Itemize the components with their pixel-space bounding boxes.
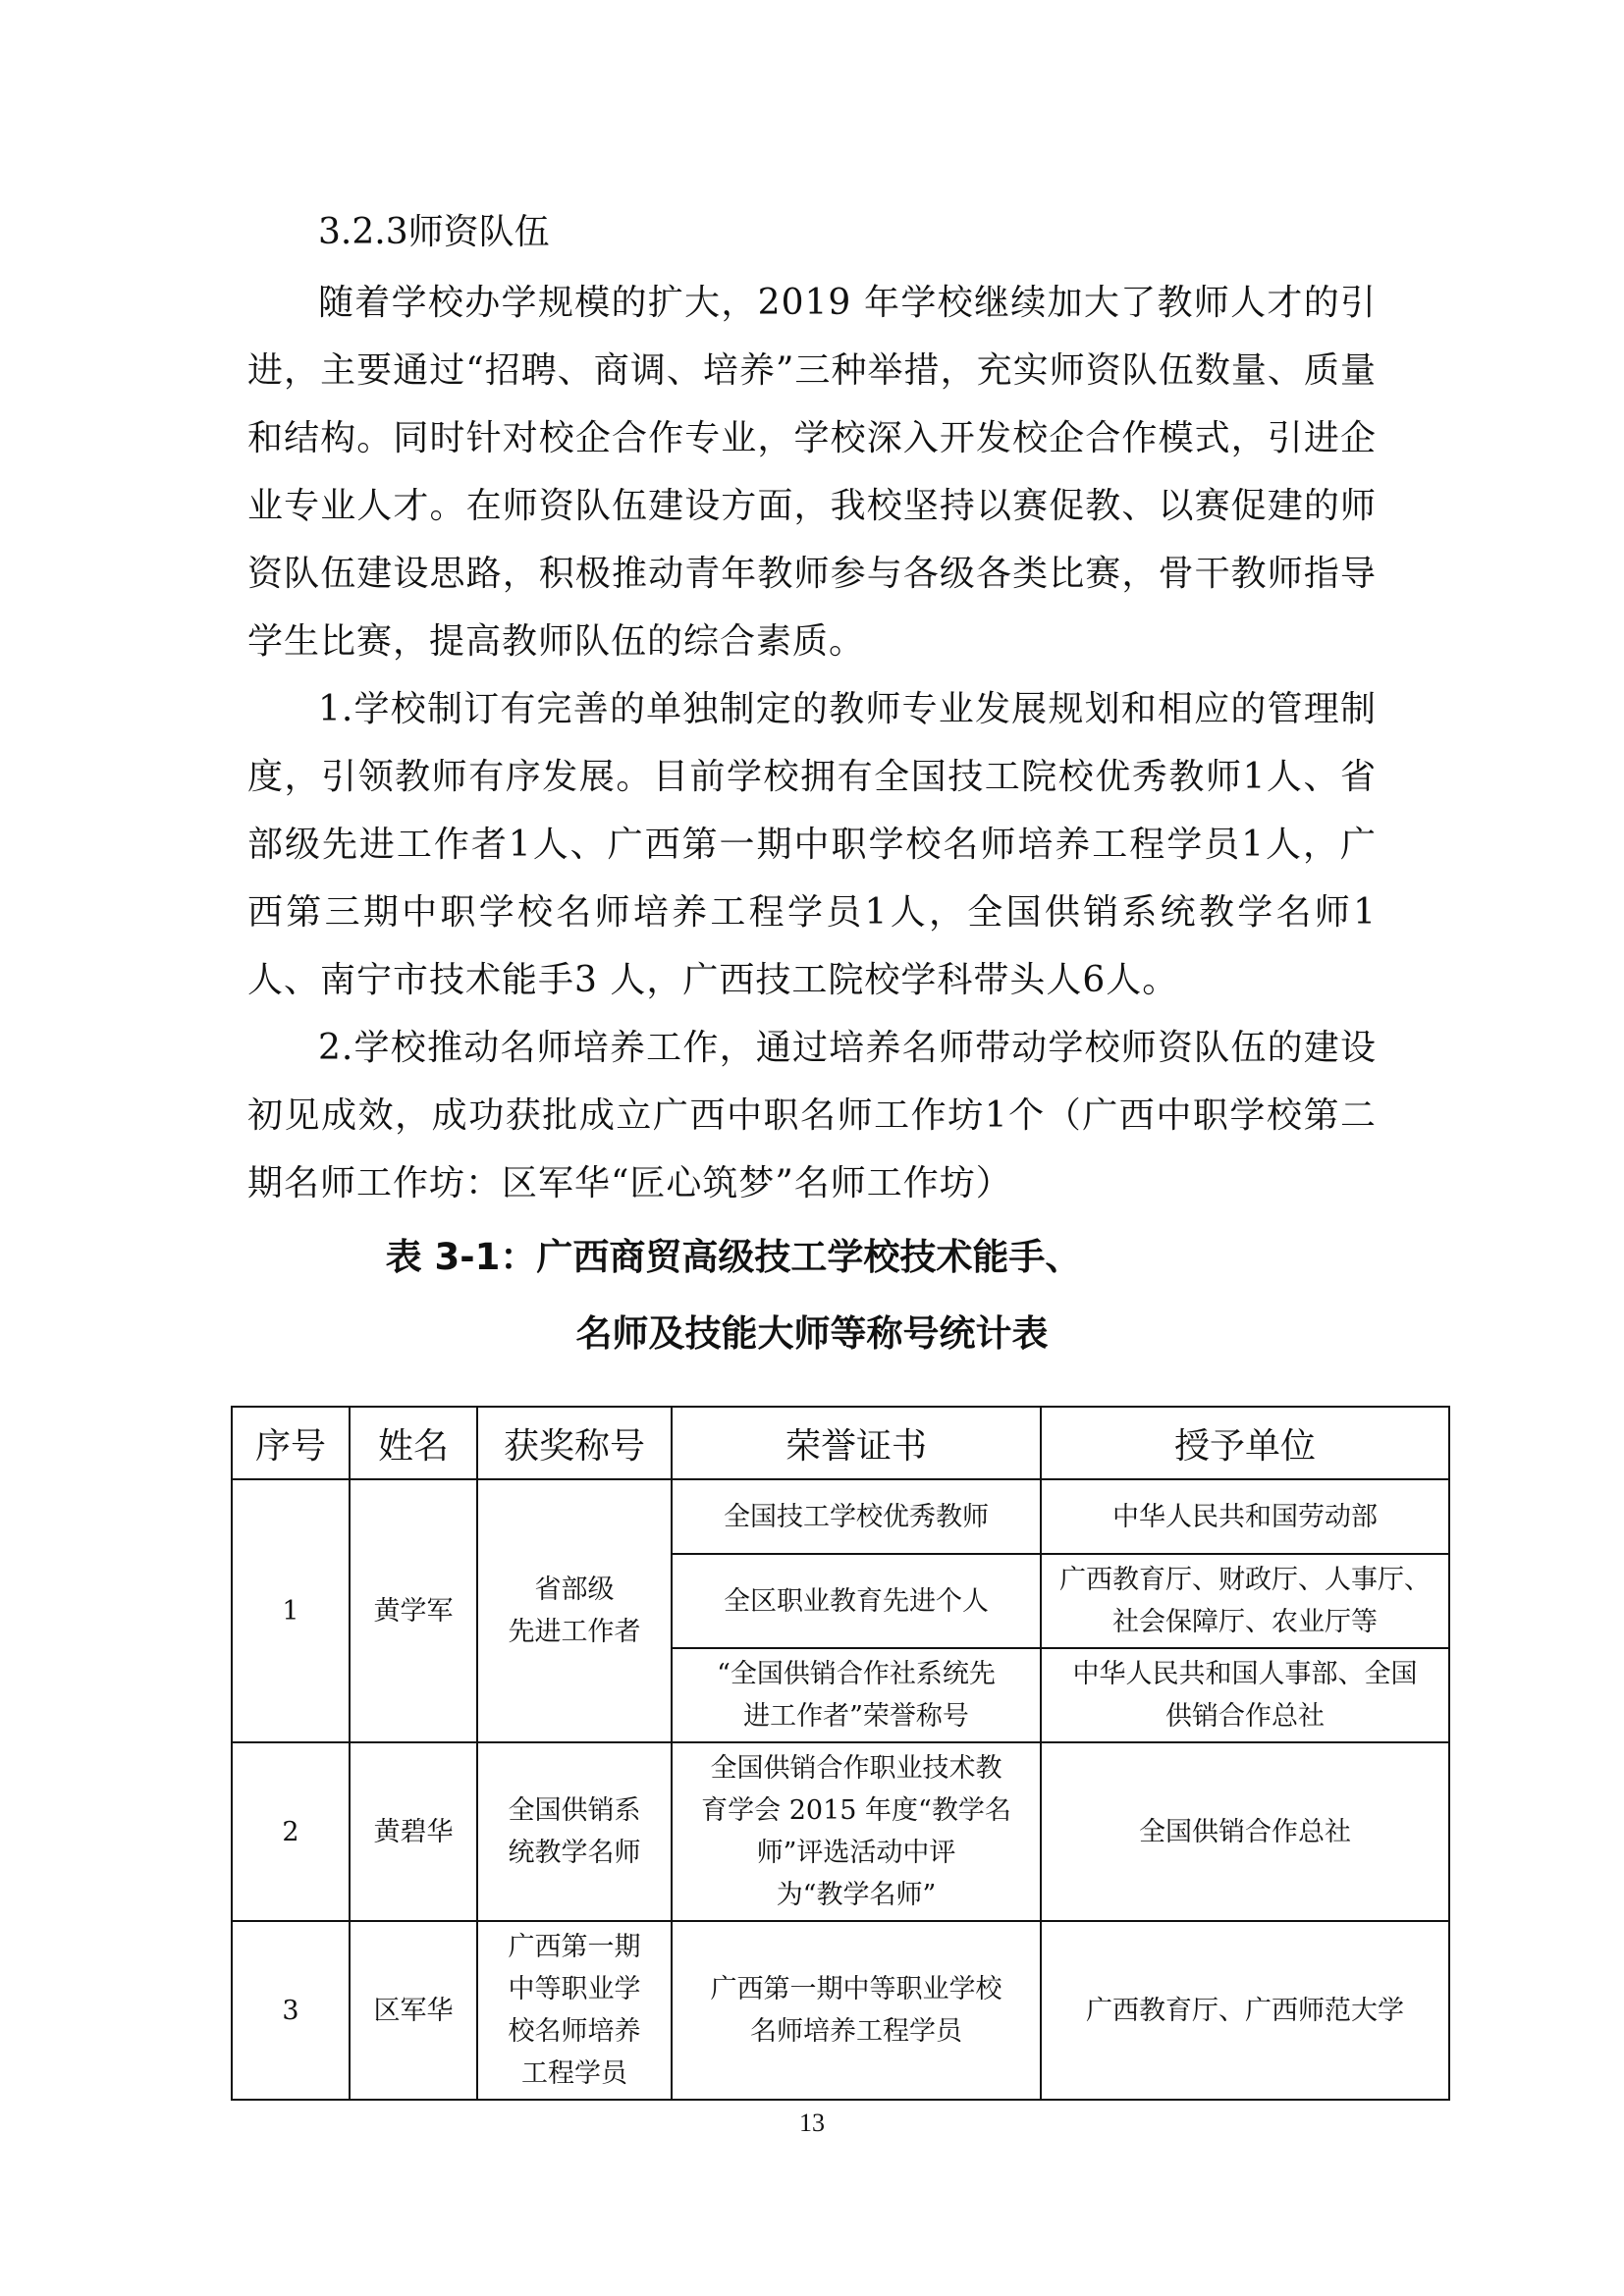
table-row	[232, 1921, 1449, 2100]
row-granting-unit: 广西教育厅、广西师范大学	[1041, 1921, 1449, 2100]
table-row	[232, 1479, 1449, 1554]
row-certificate: “全国供销合作社系统先 进工作者”荣誉称号	[672, 1648, 1041, 1742]
row-granting-unit: 全国供销合作总社	[1041, 1742, 1449, 1921]
table-row	[232, 1742, 1449, 1921]
row-granting-unit: 中华人民共和国人事部、全国 供销合作总社	[1041, 1648, 1449, 1742]
body-content	[247, 206, 1377, 1370]
row-certificate: 全区职业教育先进个人	[672, 1554, 1041, 1648]
row-name: 区军华	[350, 1921, 477, 2100]
paragraph-intro: 随着学校办学规模的扩大，2019 年学校继续加大了教师人才的引进，主要通过“招聘、商调、培养”三种举措，充实师资队伍数量、质量和结构。同时针对校企合作专业，学校深入开发校企合作模式，引进企业专业人才。在师资队伍建设方面，我校坚持以赛促教、以赛促建的师资队伍建设思路，积极推动青年教师参与各级各类比赛，骨干教师指导学生比赛，提高教师队伍的综合素质。	[247, 283, 1377, 662]
paragraph-item-1: 1.学校制订有完善的单独制定的教师专业发展规划和相应的管理制度，引领教师有序发展。目前学校拥有全国技工院校优秀教师1人、省部级先进工作者1人、广西第一期中职学校名师培养工程学员1人，广西第三期中职学校名师培养工程学员1人，全国供销系统教学名师1 人、南宁市技术能手3 人，广西技工院校学科带头人6人。	[247, 689, 1377, 1000]
row-certificate: 全国技工学校优秀教师	[672, 1479, 1041, 1554]
table-title-line2: 名师及技能大师等称号统计表	[575, 1312, 1049, 1355]
table-header-row	[232, 1407, 1449, 1479]
header-certificate: 荣誉证书	[672, 1407, 1041, 1479]
row-no: 3	[232, 1921, 350, 2100]
table-title-line1: 表 3-1：广西商贸高级技工学校技术能手、	[385, 1236, 1082, 1278]
row-certificate: 全国供销合作职业技术教 育学会 2015 年度“教学名 师”评选活动中评 为“教学名师”	[672, 1742, 1041, 1921]
page-number: 13	[799, 2109, 825, 2137]
row-no: 1	[232, 1479, 350, 1742]
row-award-title: 省部级 先进工作者	[477, 1479, 672, 1742]
row-name: 黄学军	[350, 1479, 477, 1742]
row-no: 2	[232, 1742, 350, 1921]
row-granting-unit: 广西教育厅、财政厅、人事厅、 社会保障厅、农业厅等	[1041, 1554, 1449, 1648]
awards-table	[231, 1406, 1450, 2101]
row-award-title: 广西第一期 中等职业学 校名师培养 工程学员	[477, 1921, 672, 2100]
header-granting-unit: 授予单位	[1041, 1407, 1449, 1479]
section-heading: 3.2.3师资队伍	[318, 212, 550, 252]
paragraph-item-2: 2.学校推动名师培养工作，通过培养名师带动学校师资队伍的建设初见成效，成功获批成立广西中职名师工作坊1个（广西中职学校第二期名师工作坊：区军华“匠心筑梦”名师工作坊）	[247, 1028, 1377, 1203]
header-award-title: 获奖称号	[477, 1407, 672, 1479]
row-award-title: 全国供销系 统教学名师	[477, 1742, 672, 1921]
header-name: 姓名	[350, 1407, 477, 1479]
header-no: 序号	[232, 1407, 350, 1479]
row-granting-unit: 中华人民共和国劳动部	[1041, 1479, 1449, 1554]
row-certificate: 广西第一期中等职业学校 名师培养工程学员	[672, 1921, 1041, 2100]
row-name: 黄碧华	[350, 1742, 477, 1921]
